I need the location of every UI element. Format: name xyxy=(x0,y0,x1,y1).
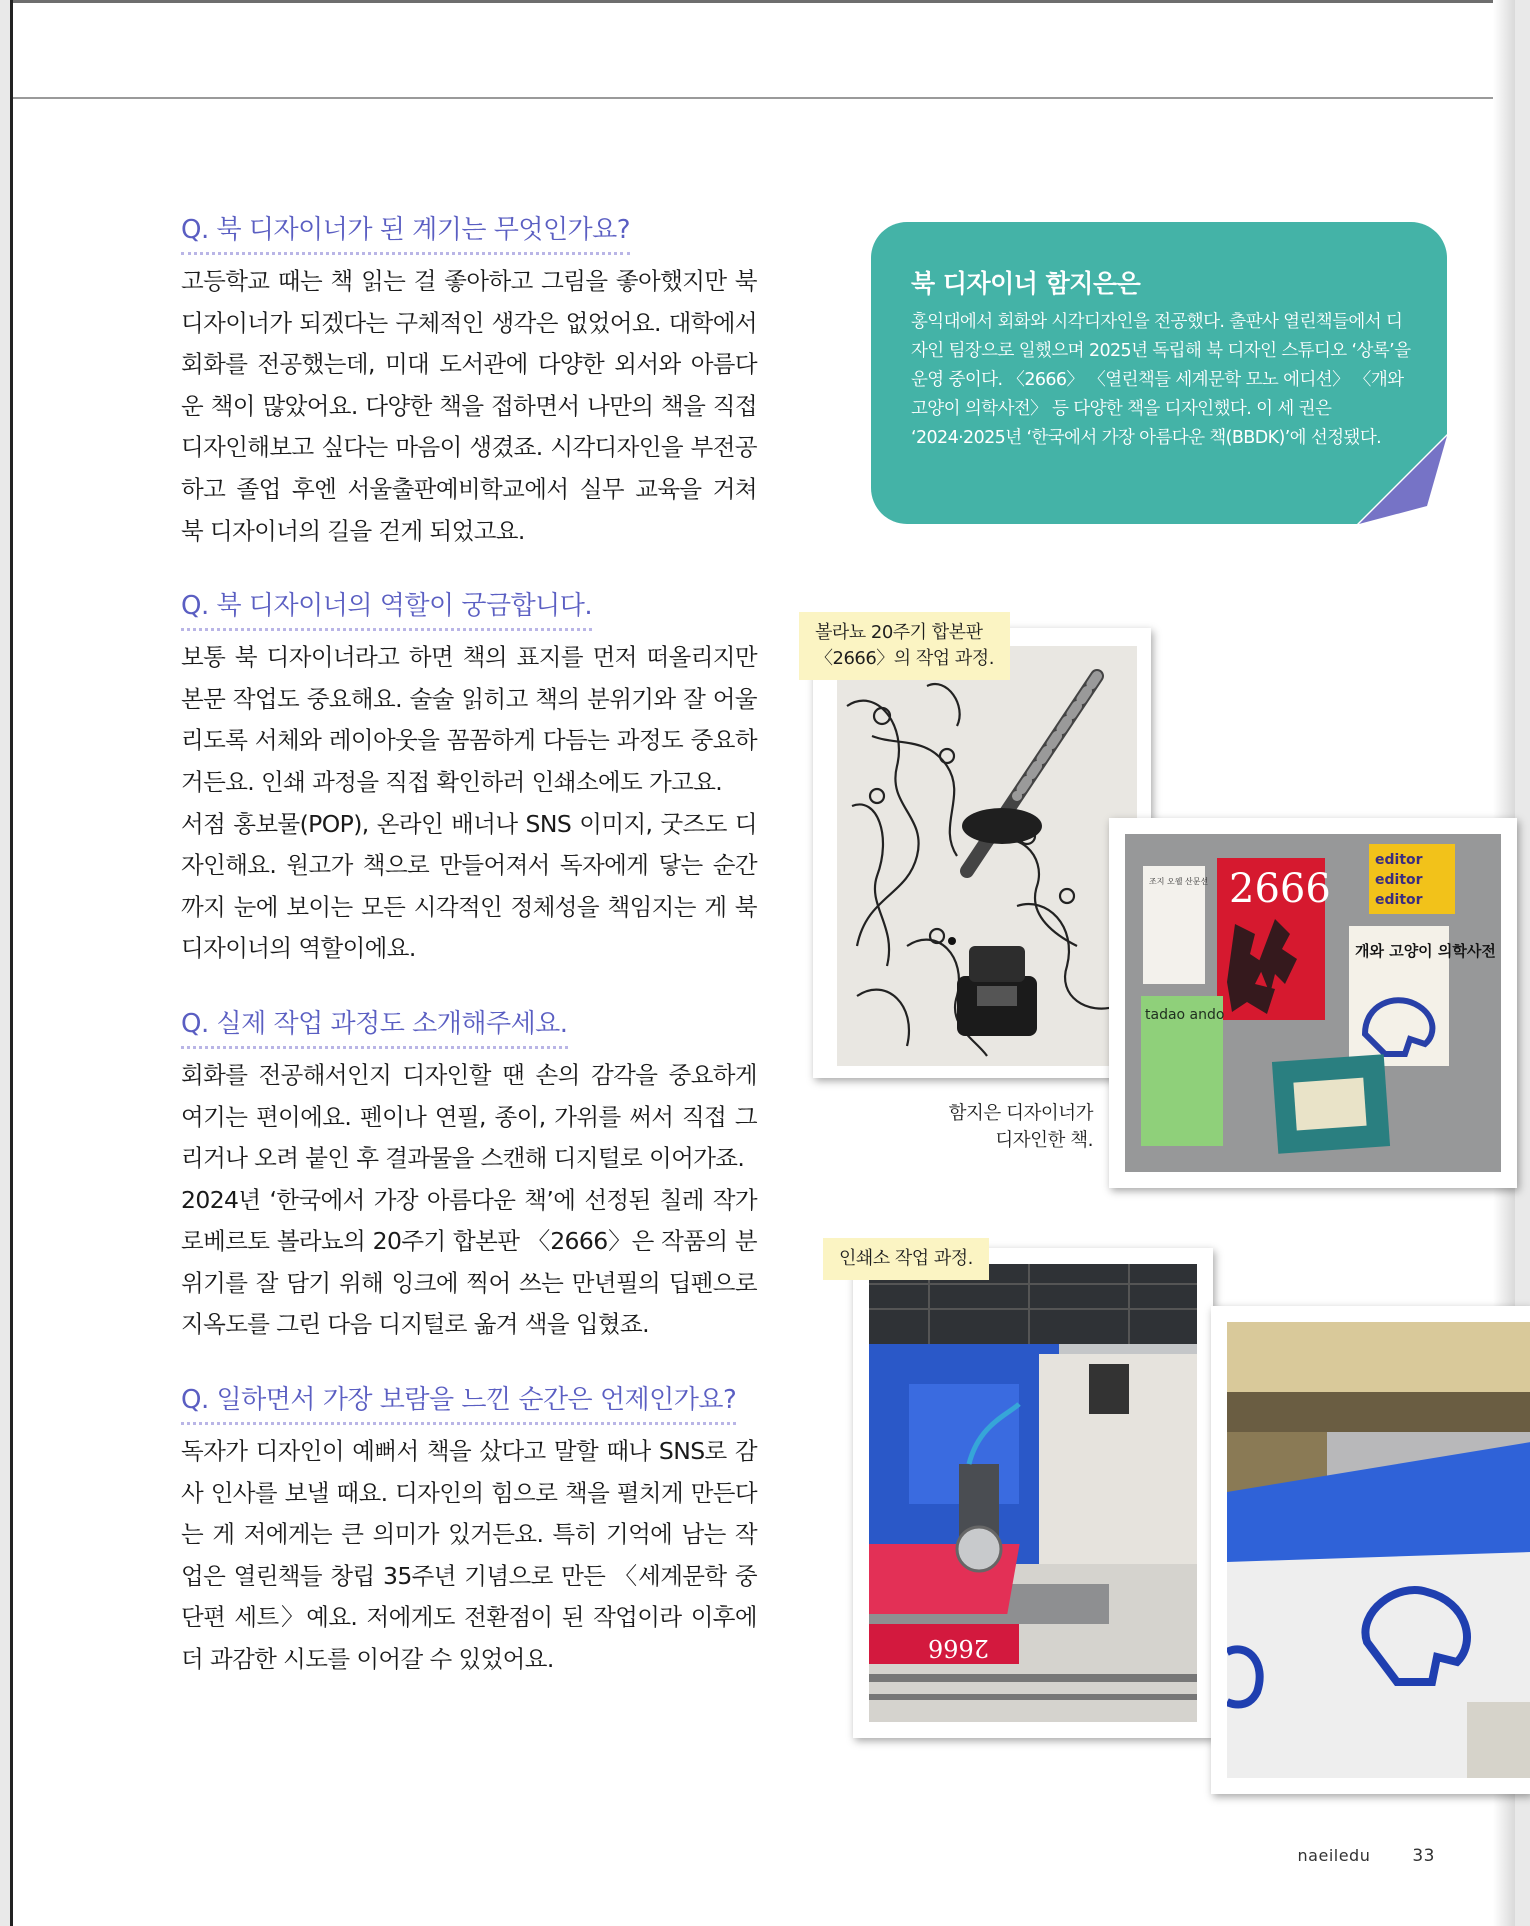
answer-paragraph: 보통 북 디자이너라고 하면 책의 표지를 먼저 떠올리지만 본문 작업도 중요해요. 술술 읽히고 책의 분위기와 잘 어울리도록 서체와 레이아웃을 꼼꼼하게 다듬는 과정도 중요하거든요. 인쇄 과정을 직접 확인하러 인쇄소에도 가고요. xyxy=(181,643,757,796)
svg-text:editor: editor xyxy=(1375,892,1423,908)
page-number: 33 xyxy=(1412,1846,1435,1866)
profile-title: 북 디자이너 함지은은 xyxy=(911,269,1141,298)
answer-paragraph: 서점 홍보물(POP), 온라인 배너나 SNS 이미지, 굿즈도 디자인해요. 원고가 책으로 만들어져서 독자에게 닿는 순간까지 눈에 보이는 모든 시각적인 정체성을 책임지는 게 북 디자이너의 역할이에요. xyxy=(181,809,757,963)
books-photo xyxy=(1109,818,1517,1188)
question-heading: Q. 일하면서 가장 보람을 느낀 순간은 언제인가요? xyxy=(181,1380,736,1425)
page-curl-corner xyxy=(1357,434,1447,524)
books-caption: 함지은 디자이너가 디자인한 책. xyxy=(948,1103,1093,1151)
answer-text xyxy=(181,1431,757,1681)
white-book-title: 조지 오웰 산문선 xyxy=(1149,877,1209,886)
answer-paragraph: 고등학교 때는 책 읽는 걸 좋아하고 그림을 좋아했지만 북 디자이너가 되겠다는 구체적인 생각은 없었어요. 대학에서 회화를 전공했는데, 미대 도서관에 다양한 외서와 아름다운 책이 많았어요. 다양한 책을 접하면서 나만의 책을 직접 디자인해보고 싶다는 마음이 생겼죠. 시각디자인을 부전공하고 졸업 후엔 서울출판예비학교에서 실무 교육을 거쳐 북 디자이너의 길을 걷게 되었고요. xyxy=(181,267,757,545)
magazine-page xyxy=(10,0,1515,1926)
dog-book-title: 개와 고양이 의학사전 xyxy=(1355,942,1496,960)
question-heading: Q. 실제 작업 과정도 소개해주세요. xyxy=(181,1004,568,1049)
qa-block xyxy=(181,586,757,970)
question-heading: Q. 북 디자이너의 역할이 궁금합니다. xyxy=(181,586,592,631)
print-plate-image xyxy=(1227,1322,1530,1778)
answer-text xyxy=(181,1055,757,1346)
sketch-image xyxy=(837,646,1137,1066)
profile-body: 홍익대에서 회화와 시각디자인을 전공했다. 출판사 열린책들에서 디자인 팀장으로 일했으며 2025년 독립해 북 디자인 스튜디오 ‘상록’을 운영 중이다. 〈2666〉 〈열린책들 세계문학 모노 에디션〉 〈개와 고양이 의학사전〉 등 다양한 책을 디자인했다. 이 세 권은 ‘2024·2025년 ‘한국에서 가장 아름다운 책(BBDK)’에 선정됐다. xyxy=(911,312,1411,448)
answer-paragraph: 독자가 디자인이 예뻐서 책을 샀다고 말할 때나 SNS로 감사 인사를 보낼 때요. 디자인의 힘으로 책을 펼치게 만든다는 게 저에게는 큰 의미가 있거든요. 특히 기억에 남는 작업은 열린책들 창립 35주년 기념으로 만든 〈세계문학 중단편 세트〉예요. 저에게도 전환점이 된 작업이라 이후에 더 과감한 시도를 이어갈 수 있었어요. xyxy=(181,1437,757,1674)
magazine-name: naeiledu xyxy=(1297,1846,1371,1865)
green-book-title: tadao ando xyxy=(1145,1007,1225,1023)
answer-text xyxy=(181,637,757,970)
print-plate-photo xyxy=(1211,1306,1530,1794)
header-rule xyxy=(13,97,1515,99)
question-heading: Q. 북 디자이너가 된 계기는 무엇인가요? xyxy=(181,210,630,255)
qa-block xyxy=(181,1004,757,1346)
folio xyxy=(1298,1846,1435,1866)
qa-block xyxy=(181,1380,757,1681)
page-top-border xyxy=(13,0,1515,3)
answer-paragraph: 2024년 ‘한국에서 가장 아름다운 책’에 선정된 칠레 작가 로베르토 볼라뇨의 20주기 합본판 〈2666〉은 작품의 분위기를 잘 담기 위해 잉크에 찍어 쓰는 만년필의 딥펜으로 지옥도를 그린 다음 디지털로 옮겨 색을 입혔죠. xyxy=(181,1185,757,1339)
qa-block xyxy=(181,210,757,552)
profile-box xyxy=(871,222,1447,524)
sketch-photo xyxy=(813,628,1151,1078)
print-press-photo xyxy=(853,1248,1213,1738)
red-book-title: 2666 xyxy=(1229,866,1331,912)
sketch-caption: 볼라뇨 20주기 합본판 〈2666〉의 작업 과정. xyxy=(799,612,1010,680)
interview-column xyxy=(181,210,757,1715)
svg-text:editor: editor xyxy=(1375,872,1423,888)
answer-paragraph: 회화를 전공해서인지 디자인할 땐 손의 감각을 중요하게 여기는 편이에요. 펜이나 연필, 종이, 가위를 써서 직접 그리거나 오려 붙인 후 결과물을 스캔해 디지털로 이어가죠. xyxy=(181,1060,757,1173)
yellow-book-title: editor xyxy=(1375,852,1423,868)
press-book-title: 2666 xyxy=(927,1634,989,1662)
answer-text xyxy=(181,261,757,552)
print-press-image xyxy=(869,1264,1197,1722)
print-caption: 인쇄소 작업 과정. xyxy=(823,1238,989,1280)
books-image xyxy=(1125,834,1501,1172)
